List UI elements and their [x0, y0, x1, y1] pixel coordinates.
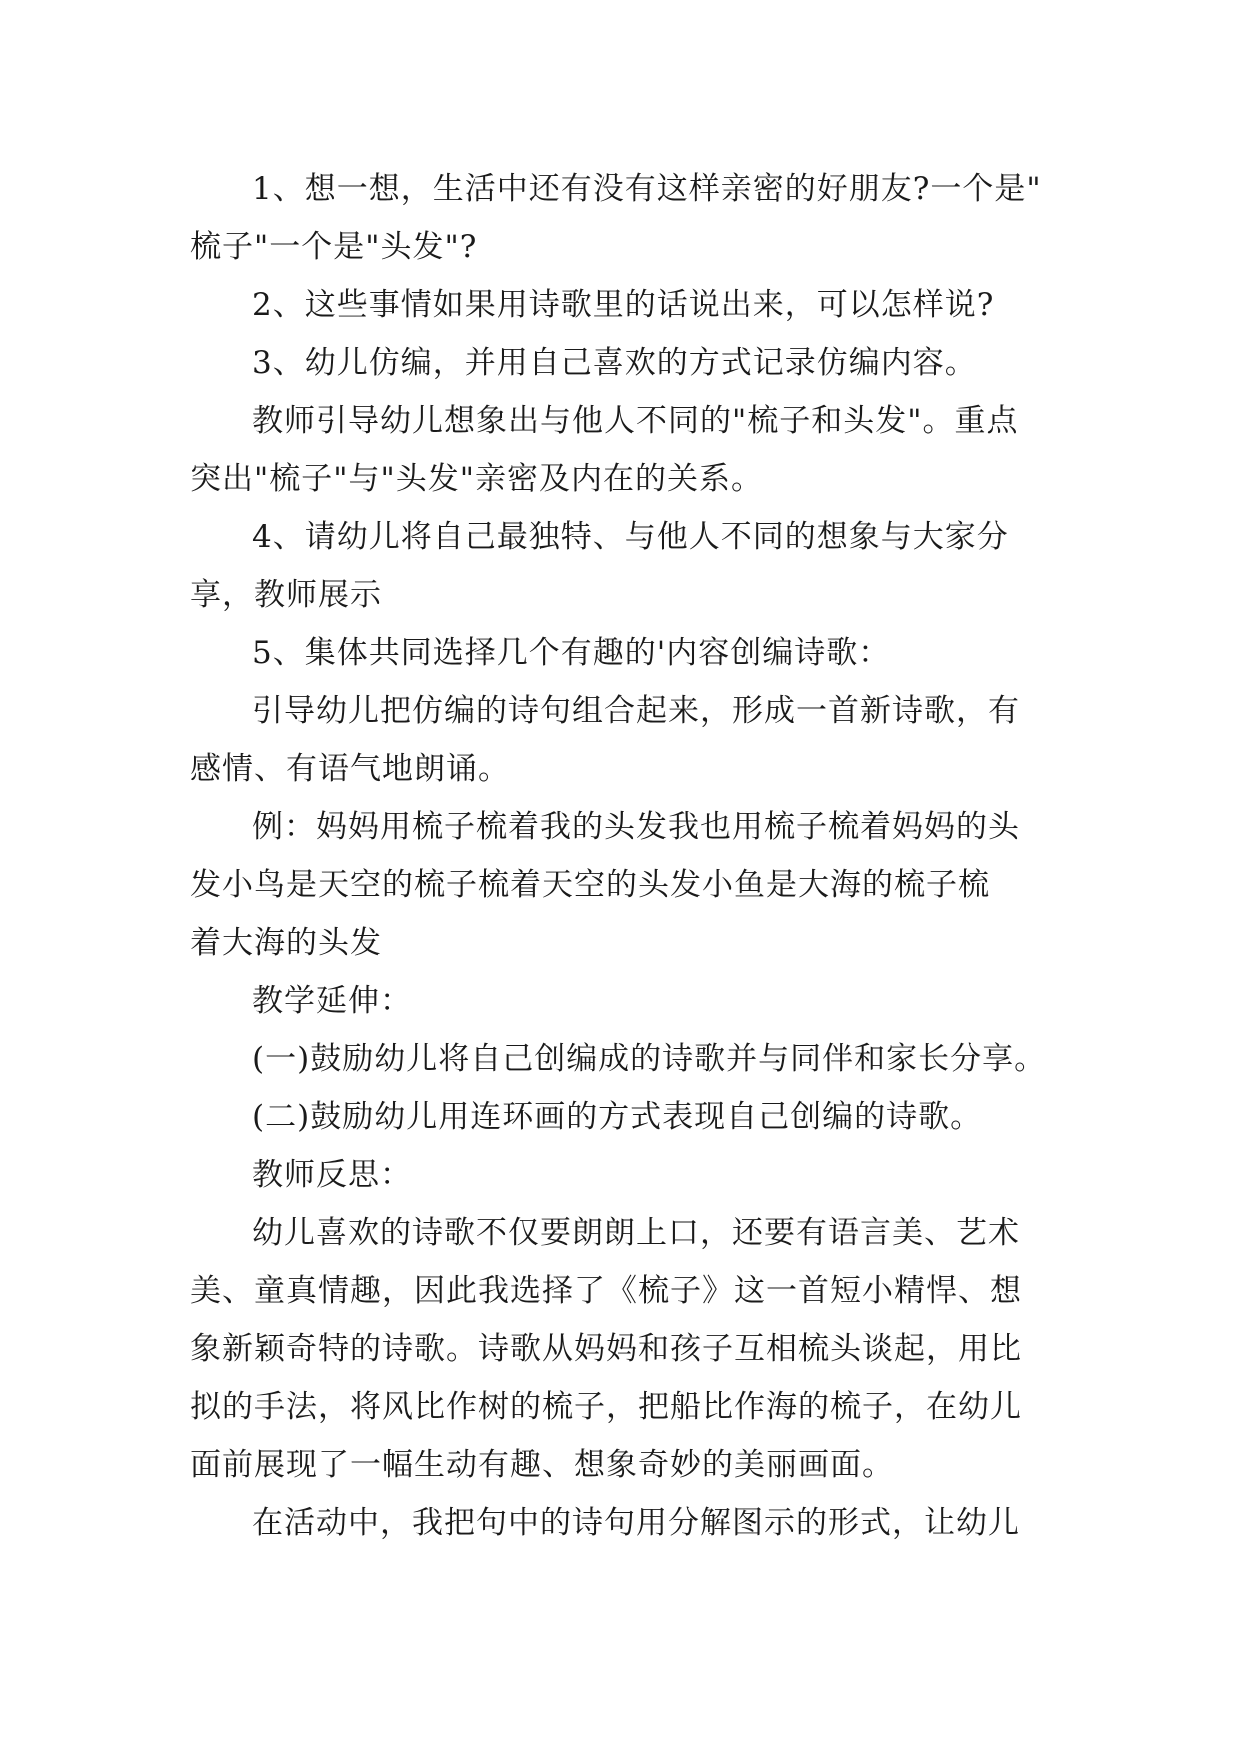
paragraph-step-3: 3、幼儿仿编，并用自己喜欢的方式记录仿编内容。 — [252, 345, 977, 381]
paragraph-guide-combine: 引导幼儿把仿编的诗句组合起来，形成一首新诗歌，有 感情、有语气地朗诵。 — [190, 693, 1020, 787]
paragraph-step-5: 5、集体共同选择几个有趣的'内容创编诗歌： — [252, 635, 891, 671]
paragraph-activity: 在活动中，我把句中的诗句用分解图示的形式，让幼儿 — [252, 1505, 1020, 1541]
paragraph-question-1: 1、想一想，生活中还有没有这样亲密的好朋友?一个是" 梳子"一个是"头发"? — [190, 171, 1042, 265]
heading-teaching-extension: 教学延伸： — [252, 983, 412, 1019]
heading-teacher-reflection: 教师反思： — [252, 1157, 412, 1193]
paragraph-step-4: 4、请幼儿将自己最独特、与他人不同的想象与大家分 享，教师展示 — [190, 519, 1009, 613]
paragraph-reflection: 幼儿喜欢的诗歌不仅要朗朗上口，还要有语言美、艺术 美、童真情趣，因此我选择了《梳子》这一首短小精悍、想 象新颖奇特的诗歌。诗歌从妈妈和孩子互相梳头谈起，用比 拟的手法，将风比作树的梳子，把船比作海的梳子，在幼儿 面前展现了一幅生动有趣、想象奇妙的美丽画面。 — [190, 1215, 1022, 1483]
document-body — [190, 160, 1050, 1552]
paragraph-teacher-guide: 教师引导幼儿想象出与他人不同的"梳子和头发"。重点 突出"梳子"与"头发"亲密及内在的关系。 — [190, 403, 1019, 497]
paragraph-extension-2: (二)鼓励幼儿用连环画的方式表现自己创编的诗歌。 — [252, 1099, 983, 1135]
paragraph-example-poem: 例：妈妈用梳子梳着我的头发我也用梳子梳着妈妈的头 发小鸟是天空的梳子梳着天空的头发小鱼是大海的梳子梳 着大海的头发 — [190, 809, 1020, 961]
paragraph-question-2: 2、这些事情如果用诗歌里的话说出来，可以怎样说? — [252, 287, 995, 323]
paragraph-extension-1: (一)鼓励幼儿将自己创编成的诗歌并与同伴和家长分享。 — [252, 1041, 1047, 1077]
